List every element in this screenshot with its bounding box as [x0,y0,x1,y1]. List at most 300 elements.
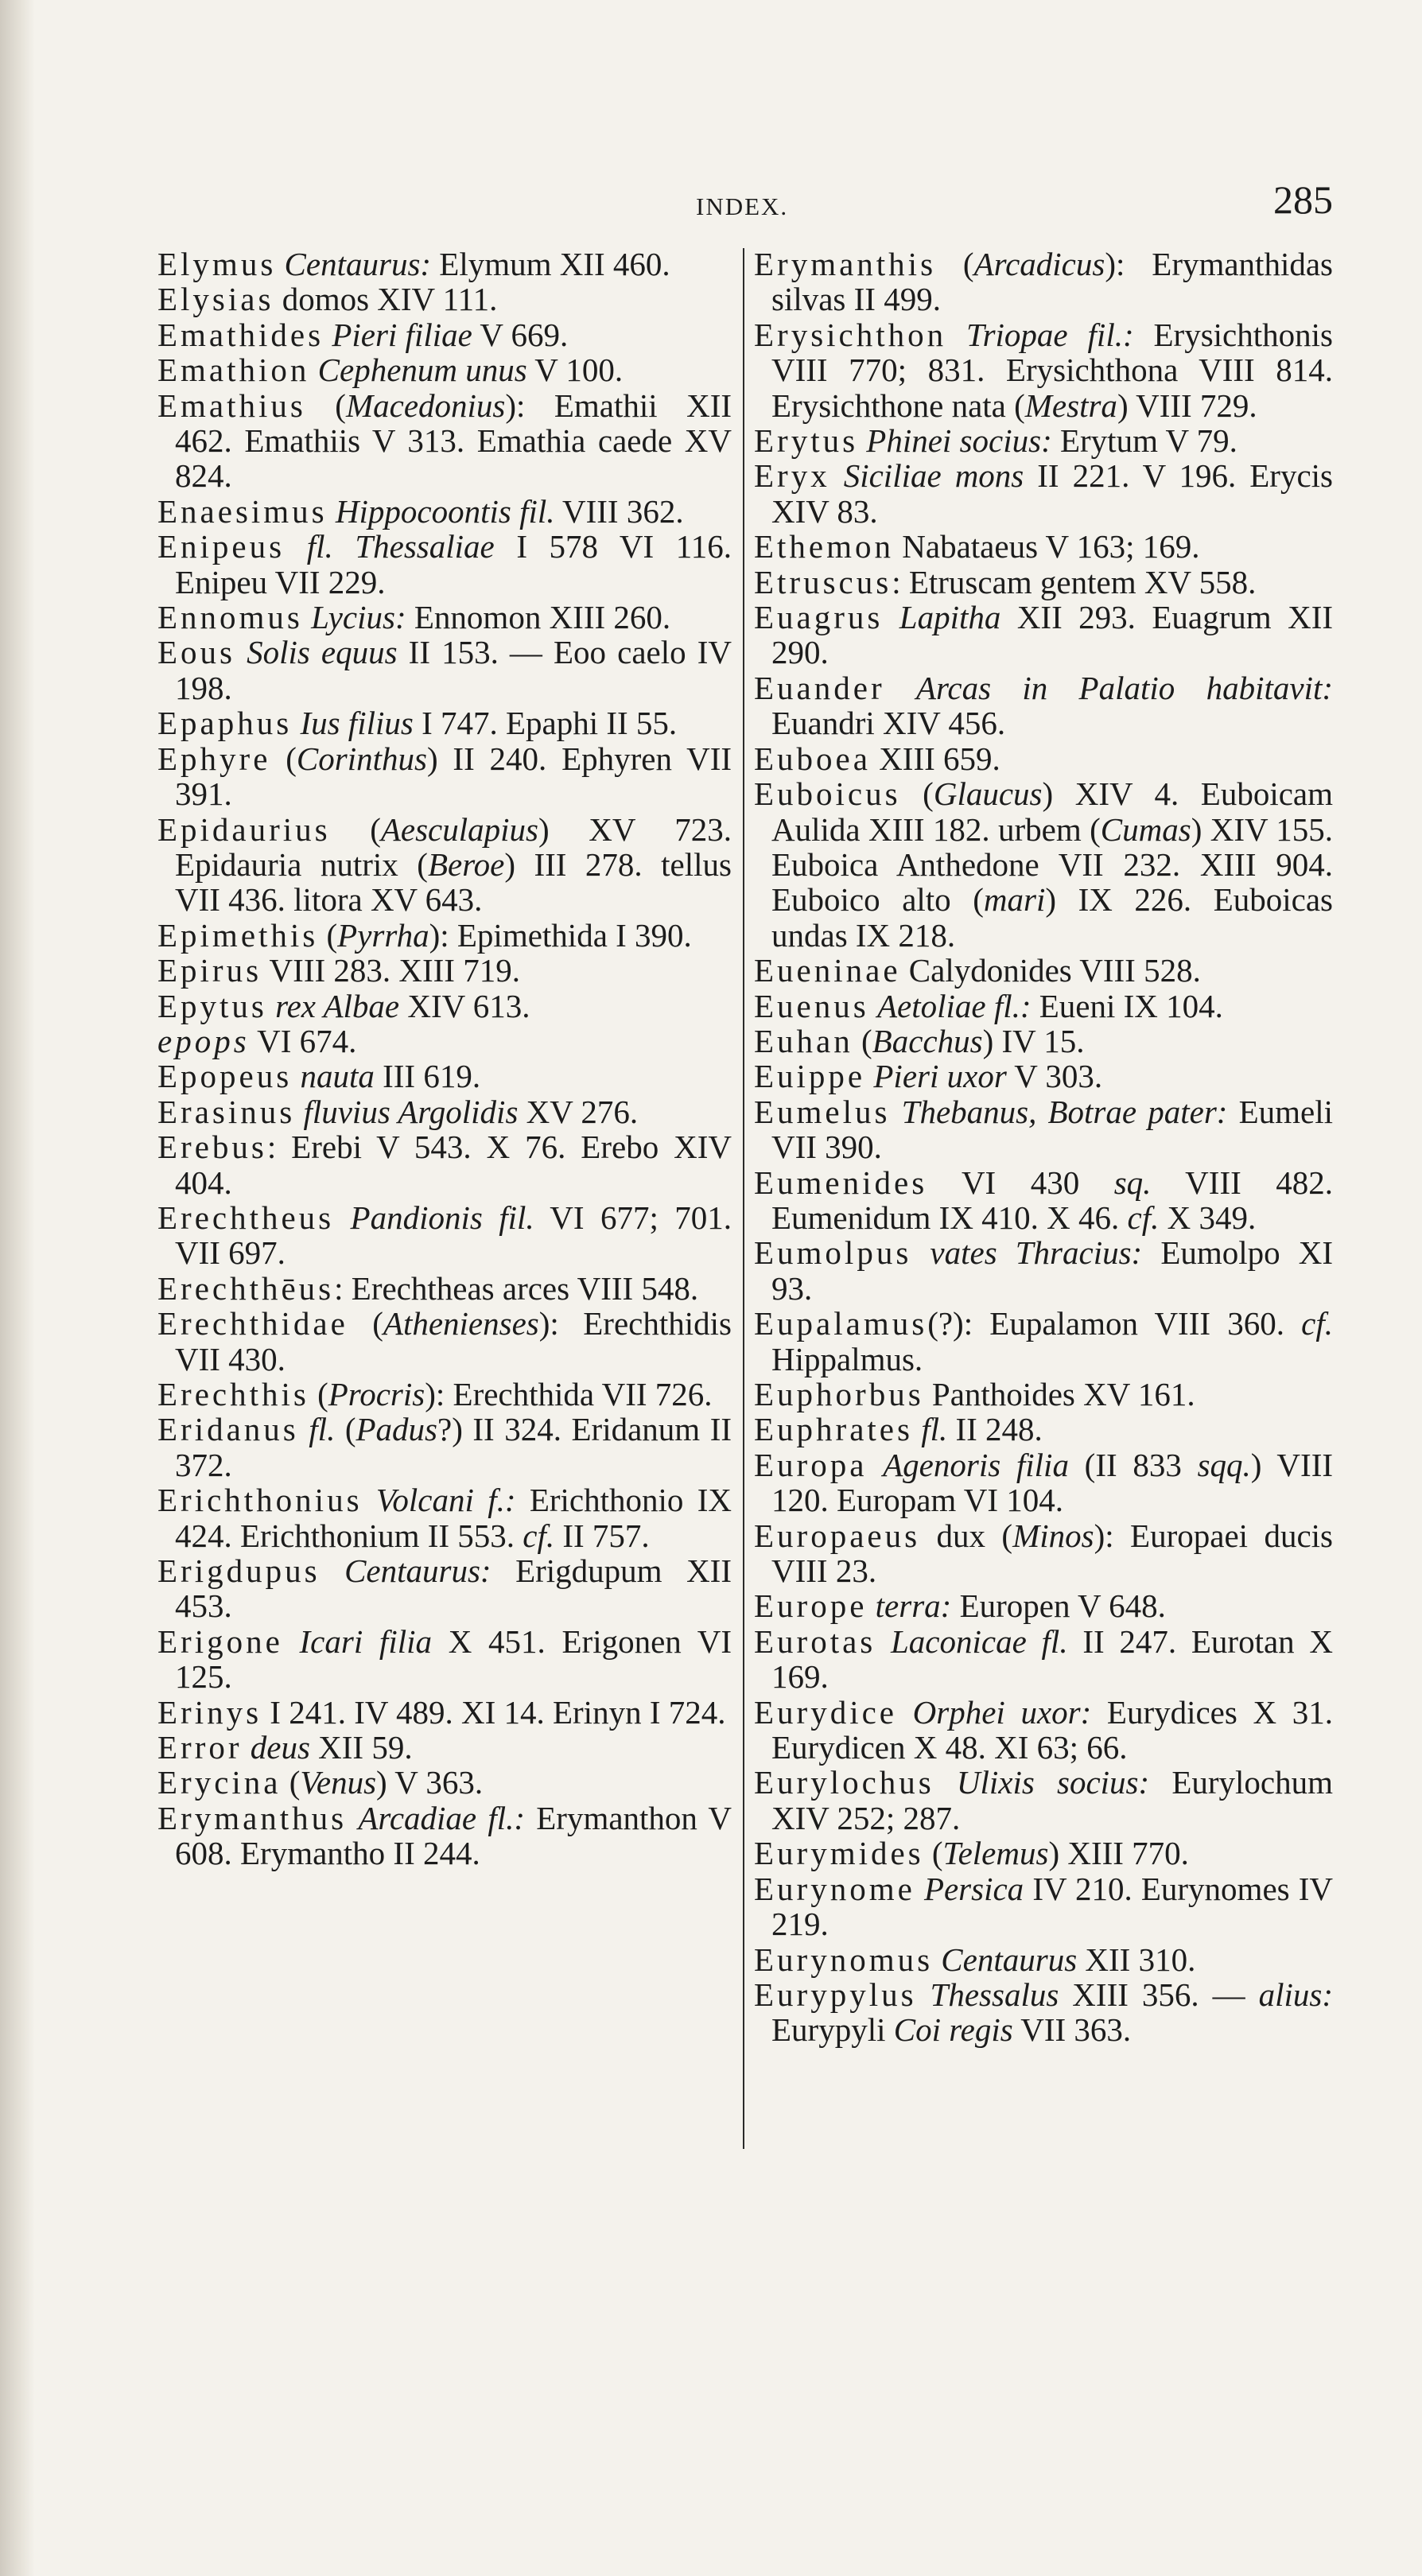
entry-text: XII 293. Euagrum XII 290. [771,599,1333,671]
entry-text: I 747. Epaphi II 55. [413,705,678,742]
entry-headword: Epidaurius [157,810,331,848]
entry-text: Bacchus [872,1022,983,1059]
entry-text: V 100. [526,352,624,389]
index-entry [157,352,732,387]
entry-text: ) V 363. [376,1764,484,1801]
running-head [0,177,1422,240]
entry-text: V 303. [1006,1058,1103,1095]
entry-text [328,493,336,530]
entry-headword: Erytus [754,422,859,460]
index-entry [754,1942,1333,1977]
entry-headword: Eous [157,634,235,671]
index-entry [157,812,732,918]
entry-text [235,634,247,670]
entry-text: Nabataeus V 163; 169. [894,528,1200,565]
entry-text: Panthoides XV 161. [923,1376,1195,1412]
entry-text: Calydonides VIII 528. [900,952,1201,989]
entry-text: V 669. [472,316,569,353]
entry-text: Aesculapius [380,810,538,848]
index-entry [754,600,1333,670]
index-entry [754,1377,1333,1412]
entry-headword: Erycina [157,1764,282,1801]
entry-text: ( [330,810,381,848]
index-entry [754,565,1333,600]
entry-text: Erysichthonis VIII 770; 831. Erysichthona VIII 814. Erysichthone nata ( [771,316,1333,424]
index-entry [754,1765,1333,1836]
entry-text [911,1234,930,1271]
running-title: INDEX. [696,192,789,220]
entry-headword: Eurotas [754,1622,876,1660]
entry-text: Aetoliae fl.: [876,987,1032,1024]
entry-text: Eurylochum XIV 252; 287. [771,1764,1333,1836]
index-entry [157,989,732,1024]
page-edge-shadow [0,0,35,2576]
entry-text: I 241. IV 489. XI 14. Erinyn I 724. [262,1693,726,1731]
index-entry [157,388,732,494]
entry-text: vates Thracius: [930,1234,1143,1272]
entry-text: Eumolpo XI 93. [771,1234,1334,1307]
entry-text: rex Albae [275,987,400,1024]
index-entry [754,989,1333,1024]
index-entry [754,953,1333,988]
entry-headword: Europa [754,1446,868,1483]
entry-text: II 248. [947,1411,1043,1448]
entry-text: Ennomon XIII 260. [406,599,671,636]
entry-text: ( [318,916,338,954]
index-entry [157,1200,732,1271]
index-entry [157,282,732,317]
index-entry [157,741,732,812]
entry-text: Lycius: [311,599,406,636]
entry-text: ): Epimethida I 390. [429,916,692,954]
entry-headword: Epimethis [157,916,319,954]
page-number: 285 [1273,177,1333,222]
entry-headword: Erebus [157,1129,267,1166]
entry-text: ): Erechthidis VII 430. [175,1305,732,1377]
entry-headword: Euenus [754,987,869,1024]
entry-headword: Erechthis [157,1376,309,1412]
entry-text: Eurypyli [771,2011,894,2049]
entry-text: ?) II 324. Eridanum II 372. [175,1411,732,1483]
entry-text: Erichthonio IX 424. Erichthonium II 553. [175,1482,732,1554]
index-entry [754,247,1333,317]
index-entry [157,1094,732,1129]
index-entry [754,1306,1333,1377]
entry-text: Hippocoontis fil. [335,492,555,530]
index-entry [157,1765,732,1800]
entry-text: Arcas in Palatio habitavit: [915,669,1333,706]
entry-text: Glaucus [933,775,1043,813]
entry-text: ) II 240. Ephyren VII 391. [175,740,732,813]
entry-text: ) XIV 155. Euboica Anthedone VII 232. XIII 904. Euboico alto ( [771,810,1333,919]
entry-text [890,1094,901,1130]
entry-text [946,317,966,353]
entry-headword: Emathion [157,352,310,389]
entry-headword: Euander [754,669,885,706]
entry-text [913,1411,921,1447]
entry-headword: Ennomus [157,599,303,636]
entry-text: Elymum XII 460. [431,246,670,282]
entry-text [933,1941,941,1978]
entry-text: Erymanthon V 608. Erymantho II 244. [175,1799,732,1872]
entry-text [363,1482,376,1518]
entry-text: Telemus [942,1835,1049,1872]
entry-text: ) XIV 4. Euboicam Aulida XIII 182. urbem ( [771,775,1334,848]
entry-text: ): Emathii XII 462. Emathiis V 313. Emathia caede XV 824. [175,387,732,495]
entry-text [897,1694,913,1731]
entry-text: (?): Eupalamon VIII 360. [927,1305,1302,1342]
index-entry [157,1271,732,1306]
index-entry [157,1377,732,1412]
entry-text: (II 833 [1068,1446,1198,1483]
index-entry [754,317,1333,423]
entry-text: ) XIII 770. [1048,1835,1189,1872]
entry-text: X 451. Erigonen VI 125. [175,1622,732,1696]
entry-text: Eueni IX 104. [1031,987,1223,1024]
entry-headword: Emathius [157,387,306,424]
index-entry [157,1412,732,1482]
index-entry [754,423,1333,458]
entry-headword: Erysichthon [754,316,947,353]
entry-text [867,1447,883,1483]
index-entry [157,635,732,705]
index-entry [754,1024,1333,1059]
index-entry [157,1482,732,1553]
entry-headword: Europe [754,1587,868,1625]
entry-text: VI 677; 701. VII 697. [175,1199,732,1272]
entry-headword: Eupalamus [754,1305,928,1342]
entry-text: Centaurus: [344,1552,491,1590]
entry-text: Centaurus [941,1941,1078,1978]
entry-headword: Epopeus [157,1058,293,1095]
entry-text: Triopae fil.: [966,316,1134,353]
entry-text: ) VIII 729. [1117,387,1257,424]
entry-text: ( [281,1764,301,1801]
entry-text: XV 276. [518,1093,639,1130]
entry-text: Pieri uxor [873,1058,1007,1095]
entry-text: Erytum V 79. [1051,422,1237,460]
index-entry [157,1306,732,1377]
index-entry [754,529,1333,564]
entry-text: Eumeli VII 390. [771,1093,1334,1166]
index-entry [754,741,1333,776]
index-entry [754,1165,1333,1236]
entry-text: sqq. [1197,1446,1251,1483]
entry-text: ( [900,775,934,813]
entry-headword: Euphorbus [754,1376,924,1412]
entry-text [915,1871,924,1907]
entry-text: Mestra [1024,387,1117,424]
entry-text: II 247. Eurotan X 169. [771,1622,1334,1696]
entry-text: Ius filius [300,705,414,742]
entry-text: ): Europaei ducis VIII 23. [771,1517,1334,1590]
entry-text: Siciliae mons [843,457,1024,495]
entry-text: VIII 362. [554,492,684,530]
entry-text: Coi regis [893,2011,1013,2049]
index-entry [754,1836,1333,1871]
index-entry [754,1518,1333,1589]
entry-text: ( [348,1305,383,1342]
index-entry [157,1553,732,1624]
entry-text: fluvius Argolidis [303,1093,519,1130]
entry-headword: Euhan [754,1022,853,1059]
entry-headword: Erigone [157,1622,283,1660]
entry-text: domos XIV 111. [274,281,498,318]
entry-headword: Euboicus [754,775,901,813]
entry-text: XII 310. [1077,1941,1196,1978]
entry-text: I 578 VI 116. Enipeu VII 229. [175,528,732,600]
index-entry [157,529,732,600]
index-column-left [157,247,732,1871]
entry-headword: Eurynome [754,1870,915,1907]
index-entry [157,953,732,988]
entry-text: cf. [523,1517,555,1554]
entry-text [917,1976,931,2013]
index-entry [157,1129,732,1200]
entry-text [883,599,899,635]
entry-text: Thessalus [930,1976,1059,2013]
entry-headword: Elymus [157,246,277,282]
index-entry [754,1235,1333,1306]
index-entry [157,1801,732,1871]
entry-text: Macedonius [345,387,506,424]
entry-text: Cumas [1100,810,1191,848]
index-entry [157,705,732,740]
entry-text: Pyrrha [337,916,429,954]
entry-headword: Euphrates [754,1411,913,1448]
entry-headword: Eueninae [754,952,901,989]
entry-headword: Euippe [754,1058,866,1095]
entry-headword: Enipeus [157,528,286,565]
entry-text: fl. Thessaliae [306,528,495,565]
entry-text: Procris [328,1376,425,1412]
entry-text [865,1058,873,1094]
entry-text: ) IX 226. Euboicas undas IX 218. [771,881,1333,954]
entry-text: III 619. [374,1058,481,1095]
entry-text: ( [305,387,346,424]
column-divider [743,248,744,2149]
entry-text: XIV 613. [399,987,530,1024]
entry-headword: Eurypylus [754,1976,917,2013]
entry-text [267,988,275,1024]
entry-headword: Eurynomus [754,1941,934,1978]
entry-text: VII 363. [1012,2011,1132,2049]
entry-headword: epops [157,1022,250,1059]
entry-text: Pieri filiae [332,316,472,353]
entry-text [885,670,916,706]
index-entry [157,247,732,282]
index-entry [754,1871,1333,1942]
entry-text: ( [923,1835,943,1872]
entry-text [295,1094,303,1130]
entry-text: cf. [1301,1305,1333,1342]
index-entry [754,1588,1333,1623]
entry-text [830,457,844,494]
entry-text: ) XV 723. Epidauria nutrix ( [175,810,732,883]
entry-text: VI 674. [249,1022,357,1059]
entry-text: nauta [300,1058,375,1095]
entry-headword: Euboea [754,740,871,777]
entry-text: Lapitha [899,599,1001,636]
entry-text: alius: [1258,1976,1334,2013]
entry-text: Beroe [427,845,505,883]
index-entry [754,1412,1333,1447]
entry-text: ( [270,740,297,777]
entry-headword: Eurydice [754,1693,897,1731]
entry-text: Corinthus [296,740,427,777]
entry-headword: Eumelus [754,1093,891,1130]
entry-headword: Emathides [157,316,324,353]
entry-text [285,528,307,565]
entry-text: Persica [923,1870,1024,1907]
entry-headword: Ephyre [157,740,271,777]
entry-text: XIII 659. [870,740,1000,777]
entry-text [292,705,300,741]
entry-text: X 349. [1159,1199,1257,1236]
index-entry [754,1094,1333,1165]
entry-text: Centaurus: [284,246,432,282]
entry-text: XIII 356. — [1059,1976,1259,2013]
entry-headword: Epytus [157,987,267,1024]
entry-text: terra: [875,1587,952,1625]
entry-text: Eurydices X 31. Eurydicen X 48. XI 63; 66. [771,1693,1333,1766]
entry-text: Venus [300,1764,377,1801]
index-entry [754,670,1333,741]
entry-text: IV 210. Eurynomes IV 219. [771,1870,1334,1943]
index-entry [157,600,732,635]
entry-text: ( [853,1022,872,1059]
entry-headword: Eurymides [754,1835,924,1872]
entry-text: ): Erechthida VII 726. [425,1376,713,1412]
entry-text [876,1623,891,1660]
entry-headword: Elysias [157,281,274,318]
index-entry [157,1695,732,1730]
entry-text: Laconicae fl. [891,1622,1068,1660]
entry-text: Ulixis socius: [956,1764,1150,1801]
entry-text: sq. [1113,1164,1152,1201]
entry-headword: Erinys [157,1693,262,1731]
entry-headword: Erechtheus [157,1199,335,1236]
entry-text [858,422,866,459]
index-entry [754,1624,1333,1695]
index-entry [754,458,1333,529]
entry-text: : Erechtheas arces VIII 548. [334,1269,699,1307]
entry-text: Arcadicus [973,246,1105,282]
entry-text: : Etruscam gentem XV 558. [892,563,1257,600]
index-entry [157,918,732,953]
entry-headword: Euagrus [754,599,884,636]
entry-text: Thebanus, Botrae pater: [901,1093,1228,1130]
entry-text: Agenoris filia [883,1446,1069,1483]
entry-text: fl. [921,1411,948,1448]
entry-text [276,246,284,282]
entry-text: dux ( [920,1517,1013,1554]
index-entry [754,1447,1333,1518]
entry-headword: Error [157,1729,243,1766]
entry-text: Minos [1012,1517,1094,1554]
index-entry [754,776,1333,953]
entry-text: Erigdupum XII 453. [175,1552,732,1625]
entry-text: Phinei socius: [866,422,1052,460]
entry-text: ( [309,1376,328,1412]
entry-headword: Enaesimus [157,492,328,530]
entry-headword: Epaphus [157,705,293,742]
index-entry [157,1624,732,1695]
entry-text: Volcani f.: [375,1482,516,1519]
entry-text: Padus [356,1411,438,1448]
entry-text: ( [936,246,974,282]
entry-text [867,1587,875,1624]
entry-headword: Etruscus [754,563,892,600]
entry-text: ) III 278. tellus VII 436. litora XV 643. [175,845,732,919]
index-entry [157,494,732,529]
entry-text [303,599,311,635]
entry-text: XII 59. [309,1729,413,1766]
index-entry [754,1059,1333,1094]
entry-headword: Europaeus [754,1517,921,1554]
entry-headword: Eryx [754,457,830,495]
entry-text: VIII 283. XIII 719. [262,952,520,989]
entry-text: deus [250,1729,310,1766]
entry-text: fl. [309,1411,336,1448]
entry-text: Hippalmus. [771,1340,923,1377]
entry-text: VI 430 [927,1164,1114,1201]
entry-text: Euandri XIV 456. [771,705,1006,742]
index-entry [754,1695,1333,1766]
entry-text: Icari filia [299,1622,432,1660]
entry-text: Pandionis fil. [350,1199,534,1236]
entry-headword: Erymanthis [754,246,937,282]
entry-headword: Erechthēus [157,1269,335,1307]
entry-text: Athenienses [383,1305,539,1342]
entry-headword: Epirus [157,952,262,989]
entry-headword: Eridanus [157,1411,299,1448]
entry-text [292,1058,300,1094]
entry-text: ( [335,1411,356,1448]
entry-text: ) IV 15. [982,1022,1085,1059]
entry-text: ): Erymanthidas silvas II 499. [771,246,1333,318]
entry-text [309,352,317,388]
entry-text: Solis equus [247,634,398,671]
index-entry [157,317,732,352]
entry-text: mari [983,881,1046,919]
entry-headword: Eumenides [754,1164,928,1201]
entry-text: Europen V 648. [951,1587,1166,1625]
entry-headword: Erymanthus [157,1799,348,1836]
entry-text: Arcadiae fl.: [358,1799,526,1836]
entry-text: Orphei uxor: [912,1693,1092,1731]
entry-text: : Erebi V 543. X 76. Erebo XIV 404. [175,1129,732,1201]
entry-text: VIII 482. Eumenidum IX 410. X 46. [771,1164,1333,1236]
entry-text: II 221. V 196. Erycis XIV 83. [771,457,1333,530]
entry-text [243,1729,251,1766]
entry-text: II 153. — Eoo caelo IV 198. [175,634,732,706]
entry-text [934,1764,957,1801]
entry-headword: Ethemon [754,528,895,565]
entry-text [347,1800,358,1836]
entry-text [334,1199,350,1236]
entry-text [299,1411,309,1447]
entry-text [321,1552,345,1589]
entry-text: II 757. [554,1517,650,1554]
entry-text: cf. [1127,1199,1160,1236]
entry-headword: Erigdupus [157,1552,321,1590]
entry-text [869,988,877,1024]
entry-headword: Erasinus [157,1093,296,1130]
entry-headword: Erechthidae [157,1305,348,1342]
entry-headword: Erichthonius [157,1482,363,1519]
entry-text: Cephenum unus [317,352,527,389]
